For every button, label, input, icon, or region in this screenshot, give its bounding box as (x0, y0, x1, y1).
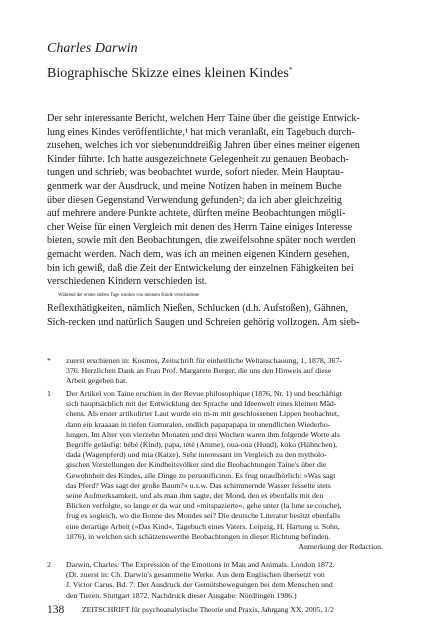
footnote-mark: * (47, 356, 51, 365)
footnote-line: dann ein kraaaan in tiefen Gutturalen, endlich papapapapa in unendlichen Wiederho- (66, 419, 331, 429)
body-line: genmerk war der Ausdruck, und meine Notizen haben in meinem Buche (47, 180, 342, 192)
footnote-line: J. Victor Carus. Bd. 7: Der Ausdruck der Gemütsbewegungen bei dem Menschen und (66, 580, 333, 590)
footnote-line: Arbeit gegeben hat. (66, 376, 128, 386)
footnote-line: 376. Herzlichen Dank an Frau Prof. Margarete Berger, die uns den Hinweis auf diese (66, 366, 332, 376)
body-line: verschiedenen Kindern verschieden ist. (47, 276, 208, 288)
footnote-line: zuerst erschienen in: Kosmos, Zeitschrift für einheitliche Weltanschauung, 1, 1878, 367- (66, 356, 342, 365)
article-title (47, 62, 292, 82)
footnote-line: dada (Wagenpferd) und mia (Katze). Sehr interessant im Vergleich zu den mytholo- (66, 450, 327, 460)
footnote-line: 1876), in welchen sich schätzenswerthe Beobachtungen in dieser Richtung befinden. (66, 531, 331, 541)
body-line: Reflexthätigkeiten, nämlich Nießen, Schlucken (d.h. Aufstoßen), Gähnen, (47, 303, 349, 315)
article-title-text: Biographische Skizze eines kleinen Kindes (47, 66, 289, 81)
journal-citation: ZEITSCHRIFT für psychoanalytische Theorie und Praxis, Jahrgang XX, 2005, 1/2 (82, 605, 334, 614)
footnote-line: chens. Als erster artikulirter Laut wurde ein m-m mit geschlossenen Lippen beobachtet, (66, 409, 340, 419)
body-line: bieten, sowie mit den Beobachtungen, die zweifelsohne später noch werden (47, 235, 356, 247)
body-line: Der sehr interessante Bericht, welchen Herr Taine über die geistige Entwick- (47, 113, 360, 124)
body-line: zusehen, welches ich vor siebenunddreißig Jahren über eines meiner eigenen (47, 140, 360, 152)
footnote-line: Gewohnheit des Kindes, alle Dinge zu personificiren. Es frug unaufhörlich: »Was sagt (66, 470, 336, 480)
footnote-line: das Pferd? Was sagt der große Baum?« u.s.w. Das schimmernde Wasser fesselte stets (66, 480, 331, 490)
body-line: gemacht werden. Nach dem, was ich an meinen eigenen Kindern gesehen, (47, 248, 350, 260)
footnote-line: Blicken verfolgte, so lange er da war und »mitspazierte«, gehe unter (la lune se couche), (66, 501, 342, 511)
footnote-line: Begriffe geläufig: bébé (Kind), papa, tété (Amme), oua-oua (Hund), koko (Hühnchen), (66, 440, 338, 450)
body-line: tungen und schrieb, was beobachtet wurde, sofort nieder. Mein Hauptau- (47, 167, 344, 179)
body-line: auf mehrere andere Punkte achtete, dürften meine Beobachtungen mögli- (47, 208, 346, 220)
page-number: 138 (47, 604, 65, 616)
footnote-line: Der Artikel von Taine erschien in der Revue philosophique (1876, Nr. 1) und beschäftigt (66, 389, 342, 398)
body-text (47, 112, 383, 330)
footnote-star (47, 356, 383, 387)
author-name: Charles Darwin (47, 41, 138, 56)
footnote-2 (47, 560, 383, 601)
body-line: Während der ersten sieben Tage wurden von meinem Kinde verschiedene (58, 292, 200, 298)
body-line: über diesen Gegenstand Verwendung gefunden²; da ich aber gleichzeitig (47, 194, 342, 206)
footnote-line: (Dt. zuerst in: Ch. Darwin's gesammelte Werke. Aus dem Englischen übersetzt von (66, 570, 325, 580)
footnote-mark: 1 (47, 389, 51, 398)
footnote-mark: 2 (47, 560, 51, 569)
footnote-line: lungen. Im Alter von vierzehn Monaten und drei Wochen waren ihm folgende Worte als (66, 429, 340, 439)
title-footnote-mark: * (288, 66, 293, 74)
body-line: lung eines Kindes veröffentlichte,¹ hat mich veranlaßt, ein Tagebuch durch- (47, 126, 355, 138)
body-line: cher Weise für einen Vergleich mit denen des Herrn Taine einiges Interesse (47, 221, 353, 233)
footnote-line: Darwin, Charles: The Expression of the Emotions in Man and Animals. London 1872. (66, 560, 335, 569)
footnote-line: sich hauptsächlich mit der Entwicklung der Sprache und Ideenwelt eines kleinen Mäd- (66, 399, 337, 409)
footnote-line: gischen Vorstellungen der Kindheitsvölker sind die Beobachtungen Taine's über die (66, 460, 327, 470)
body-line: bin ich gewiß, daß die Zeit der Entwickelung der einzelnen Fähigkeiten bei (47, 262, 354, 274)
footnote-line: frug es sogleich, wo die Bonne des Mondes sei? Die deutsche Literatur besitzt ebenfalls (66, 511, 341, 521)
body-line: Kinder führte. Ich hatte ausgezeichnete Gelegenheit zu genauen Beobach- (47, 153, 349, 165)
footnote-line: eine derartige Arbeit (»Das Kind«, Tagebuch eines Vaters. Leipzig, H. Hartung u. Sohn, (66, 521, 340, 531)
body-line: Sich-recken und natürlich Saugen und Schreien gehörig vollzogen. Am sieb- (47, 316, 360, 328)
footnote-line: den Tieren. Stuttgart 1872. Nachdruck dieser Ausgabe: Nördlingen 1986.) (66, 590, 297, 600)
footnote-1 (47, 389, 383, 552)
footnote-line: seine Aufmerksamkeit, und als man ihm sagte, der Mond, den es ebenfalls mit den (66, 491, 324, 501)
editor-note-signature: Anmerkung der Redaction. (298, 542, 383, 552)
page-footer (47, 603, 383, 617)
